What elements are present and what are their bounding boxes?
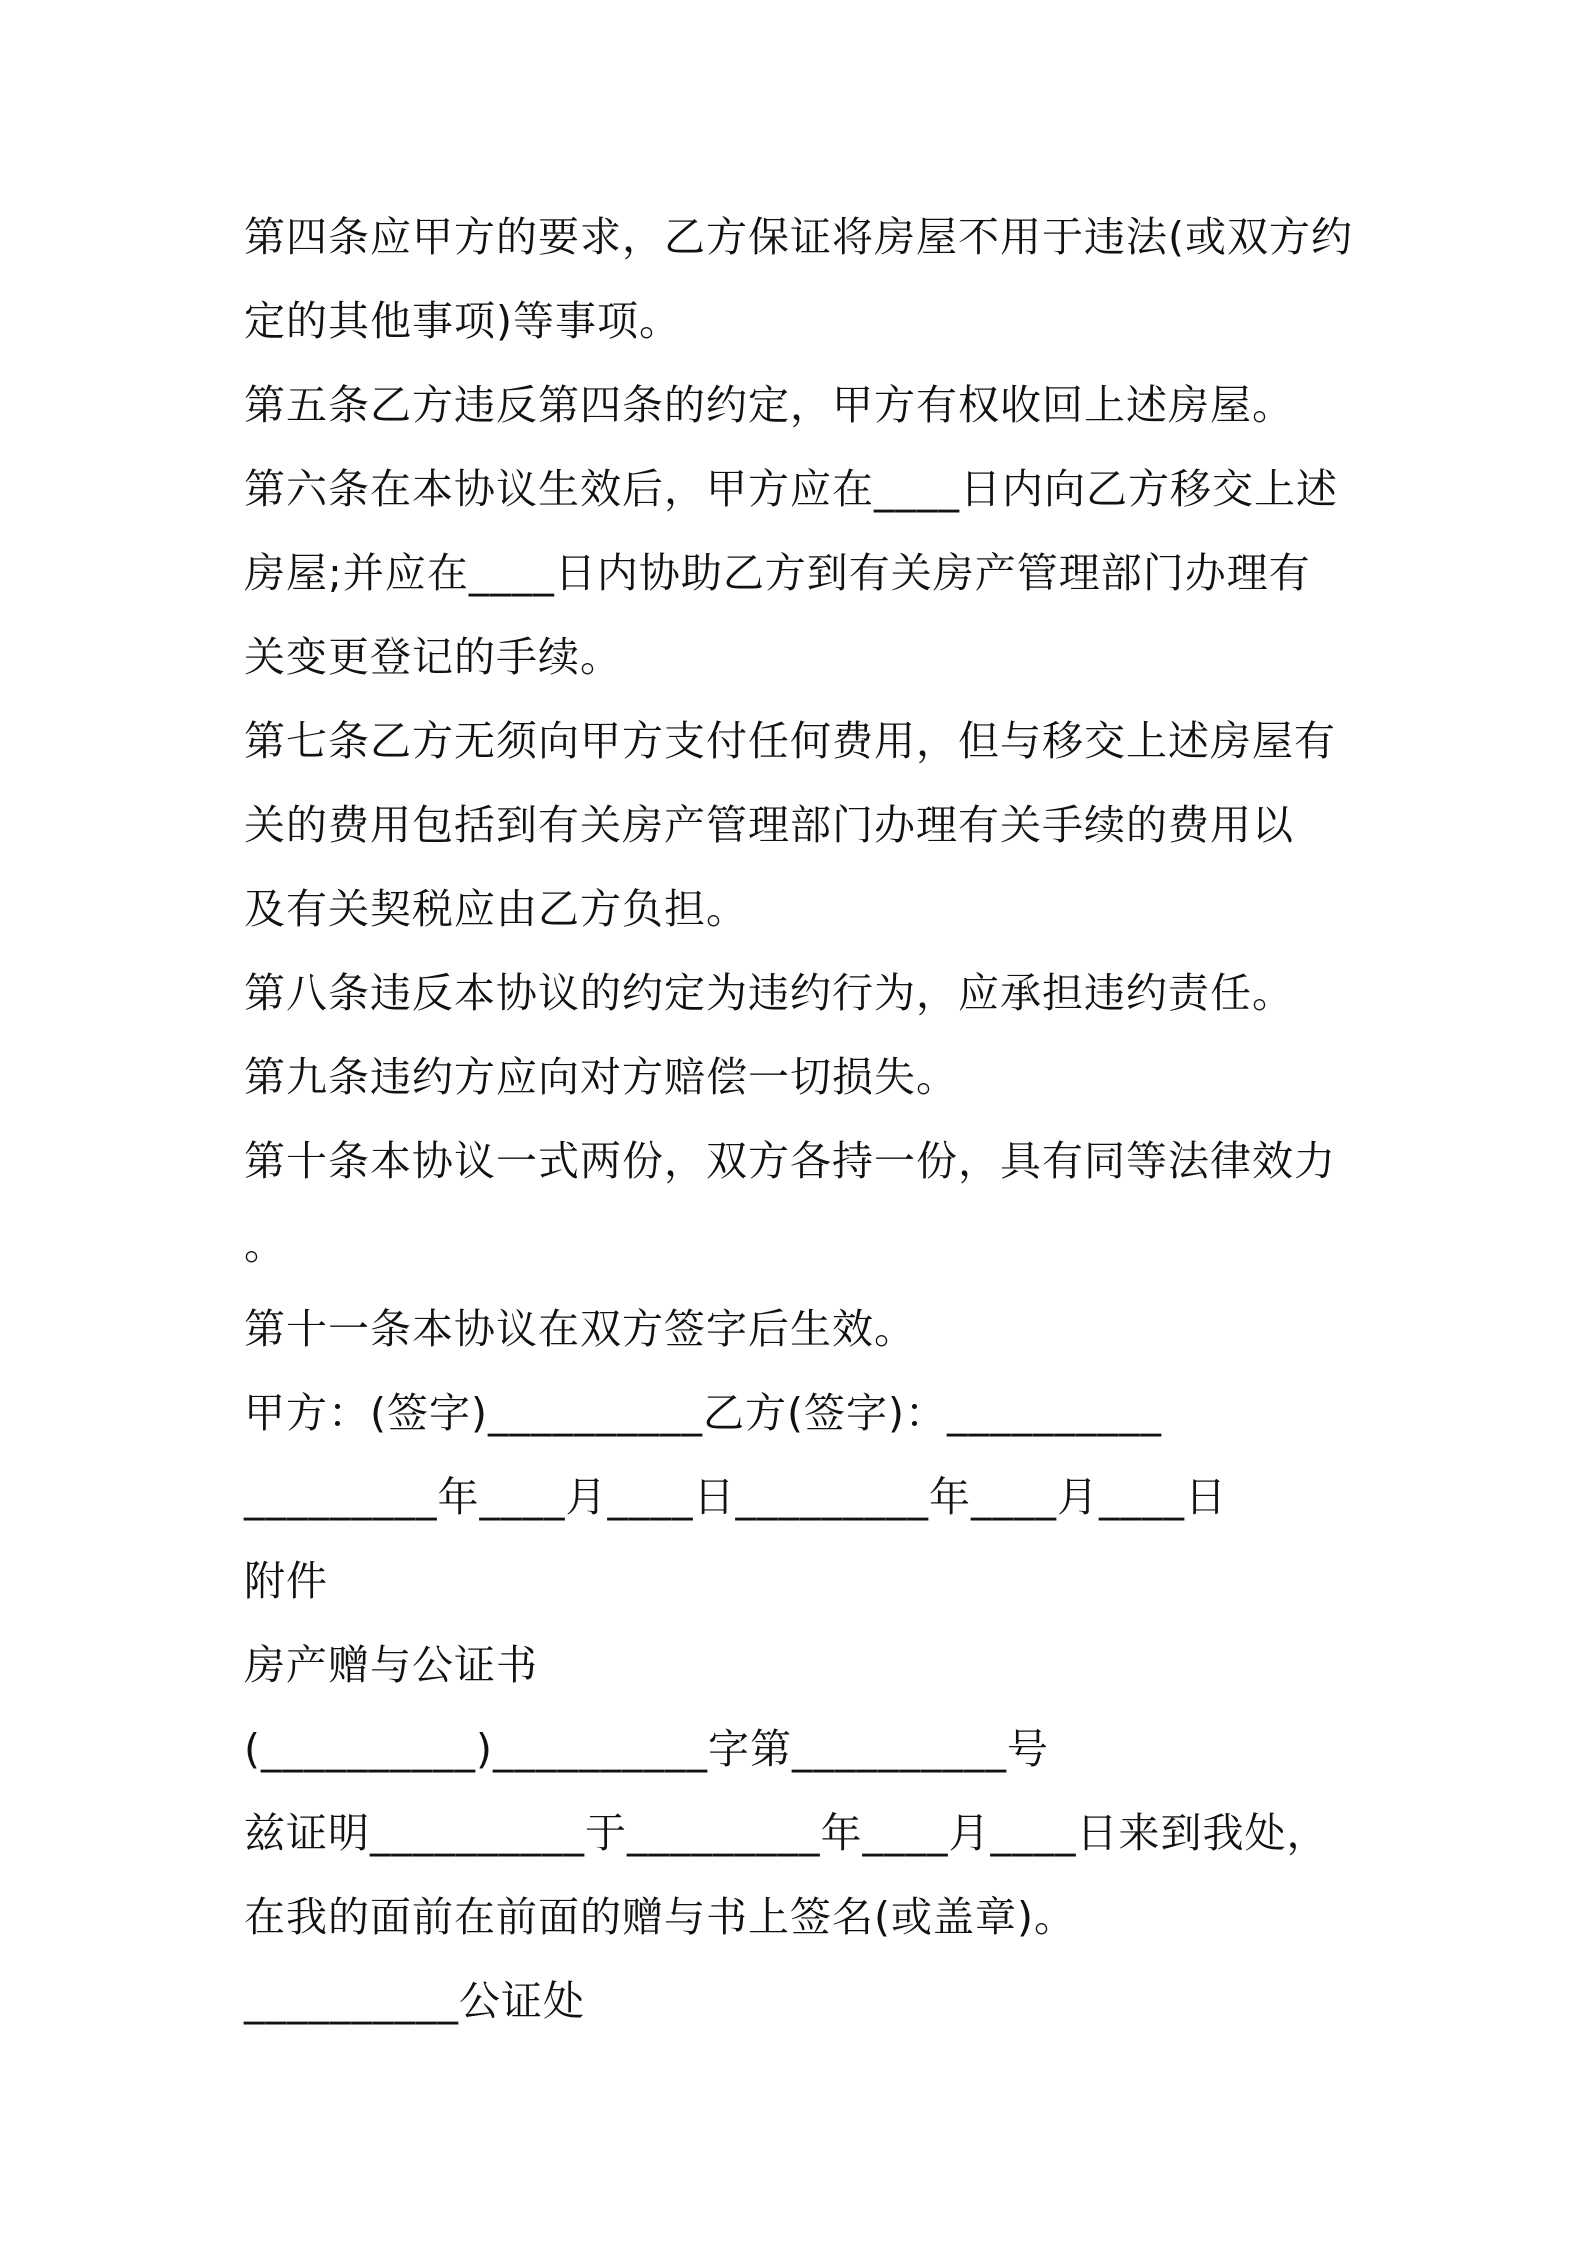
document-body [244,195,1364,2043]
article-10-line-2: 。 [244,1221,286,1269]
article-10-line-1: 第十条本协议一式两份，双方各持一份，具有同等法律效力 [244,1137,1336,1185]
certification-line-1: 兹证明__________于_________年____月____日来到我处， [244,1809,1329,1857]
article-11: 第十一条本协议在双方签字后生效。 [244,1305,916,1353]
article-4-line-1: 第四条应甲方的要求，乙方保证将房屋不用于违法(或双方约 [244,213,1353,261]
certification-line-2: 在我的面前在前面的赠与书上签名(或盖章)。 [244,1893,1076,1941]
article-7-line-3: 及有关契税应由乙方负担。 [244,885,748,933]
article-6-line-1: 第六条在本协议生效后，甲方应在____日内向乙方移交上述 [244,465,1338,513]
notarial-certificate-title: 房产赠与公证书 [244,1641,538,1689]
signature-line: 甲方：(签字)__________乙方(签字)：__________ [244,1389,1162,1437]
article-4-line-2: 定的其他事项)等事项。 [244,297,681,345]
article-9: 第九条违约方应向对方赔偿一切损失。 [244,1053,958,1101]
date-line: _________年____月____日_________年____月____日 [244,1473,1227,1521]
article-8: 第八条违反本协议的约定为违约行为，应承担违约责任。 [244,969,1294,1017]
article-7-line-2: 关的费用包括到有关房产管理部门办理有关手续的费用以 [244,801,1294,849]
article-6-line-3: 关变更登记的手续。 [244,633,622,681]
article-7-line-1: 第七条乙方无须向甲方支付任何费用，但与移交上述房屋有 [244,717,1336,765]
certificate-number-line: (__________)__________字第__________号 [244,1725,1049,1773]
attachment-heading: 附件 [244,1557,328,1605]
article-6-line-2: 房屋;并应在____日内协助乙方到有关房产管理部门办理有 [244,549,1311,597]
notary-office-line: __________公证处 [244,1977,585,2025]
article-5: 第五条乙方违反第四条的约定，甲方有权收回上述房屋。 [244,381,1294,429]
